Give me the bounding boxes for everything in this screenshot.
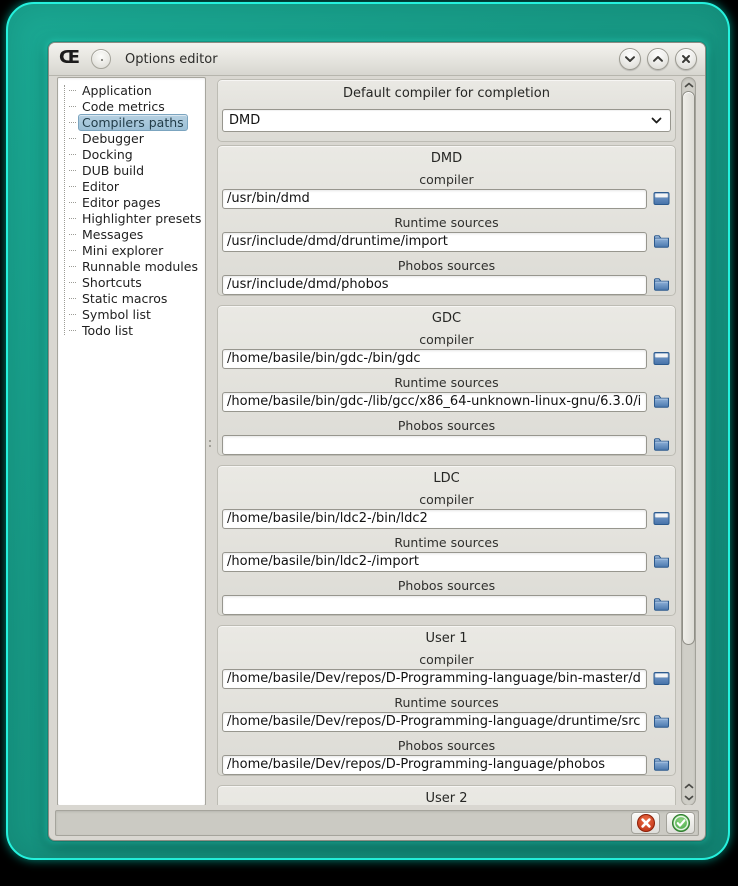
sidebar-category-item[interactable] xyxy=(69,210,205,226)
path-field-row xyxy=(222,667,671,690)
path-input[interactable] xyxy=(222,755,647,775)
path-field xyxy=(218,172,675,210)
unshade-button[interactable] xyxy=(647,48,669,70)
path-field-label: Runtime sources xyxy=(394,535,499,550)
cancel-button[interactable] xyxy=(631,812,660,834)
sidebar-category-item[interactable] xyxy=(69,82,205,98)
default-compiler-group xyxy=(217,79,676,142)
browse-button[interactable] xyxy=(647,669,671,689)
sidebar-category-item[interactable] xyxy=(69,194,205,210)
chevron-up-icon xyxy=(652,55,664,63)
path-field-row xyxy=(222,593,671,616)
sidebar-category-item[interactable] xyxy=(69,274,205,290)
path-field-label: Phobos sources xyxy=(397,258,496,273)
open-folder-icon xyxy=(653,757,670,772)
path-field-label: Phobos sources xyxy=(397,418,496,433)
path-field xyxy=(218,652,675,690)
chevron-down-icon xyxy=(624,55,636,63)
path-field-row xyxy=(222,347,671,370)
open-file-icon xyxy=(653,671,670,686)
green-check-icon xyxy=(671,813,691,833)
open-file-icon xyxy=(653,351,670,366)
open-folder-icon xyxy=(653,597,670,612)
compiler-group-title: User 2 xyxy=(425,791,468,805)
sidebar-item-label: Highlighter presets xyxy=(82,211,202,226)
path-field-row xyxy=(222,710,671,733)
sidebar-category-item[interactable] xyxy=(69,114,205,130)
path-field-label: compiler xyxy=(419,492,474,507)
browse-button[interactable] xyxy=(647,755,671,775)
content-area xyxy=(49,76,705,805)
scrollbar-thumb[interactable] xyxy=(682,91,695,645)
selected-compiler: DMD xyxy=(229,113,261,128)
category-panel xyxy=(57,77,206,805)
chevron-down-icon xyxy=(651,117,662,124)
sidebar-item-label: Compilers paths xyxy=(78,114,188,131)
compiler-group xyxy=(217,625,676,776)
sidebar-category-item[interactable] xyxy=(69,162,205,178)
chevron-up-icon xyxy=(684,783,694,789)
vertical-scrollbar[interactable] xyxy=(679,77,697,805)
sidebar-item-label: Todo list xyxy=(82,323,134,338)
path-field-label: compiler xyxy=(419,652,474,667)
path-input[interactable] xyxy=(222,669,647,689)
compiler-group-body xyxy=(218,492,675,616)
sidebar-category-item[interactable] xyxy=(69,130,205,146)
sidebar-item-label: Shortcuts xyxy=(82,275,142,290)
compiler-groups xyxy=(217,145,676,805)
scroll-up-button[interactable] xyxy=(681,78,696,91)
statusbar xyxy=(49,805,705,840)
sidebar-category-item[interactable] xyxy=(69,178,205,194)
sidebar-item-label: Debugger xyxy=(82,131,144,146)
browse-button[interactable] xyxy=(647,435,671,455)
path-input[interactable] xyxy=(222,392,647,412)
path-input[interactable] xyxy=(222,712,647,732)
red-cross-icon xyxy=(636,813,656,833)
sidebar-category-item[interactable] xyxy=(69,322,205,338)
compiler-group-title: LDC xyxy=(433,471,460,486)
open-file-icon xyxy=(653,191,670,206)
sidebar-category-item[interactable] xyxy=(69,98,205,114)
path-field-row xyxy=(222,390,671,413)
sidebar-category-item[interactable] xyxy=(69,290,205,306)
path-field xyxy=(218,492,675,530)
shade-button[interactable] xyxy=(619,48,641,70)
options-editor-window xyxy=(48,42,706,841)
sidebar-category-item[interactable] xyxy=(69,306,205,322)
path-field-label: Runtime sources xyxy=(394,215,499,230)
path-field-label: Runtime sources xyxy=(394,375,499,390)
path-field xyxy=(218,375,675,413)
browse-button[interactable] xyxy=(647,552,671,572)
panel-splitter[interactable] xyxy=(206,77,214,805)
path-field-row xyxy=(222,273,671,296)
browse-button[interactable] xyxy=(647,275,671,295)
sidebar-category-item[interactable] xyxy=(69,226,205,242)
path-input[interactable] xyxy=(222,552,647,572)
compiler-group xyxy=(217,785,676,805)
compiler-group-body xyxy=(218,332,675,456)
path-input[interactable] xyxy=(222,349,647,369)
browse-button[interactable] xyxy=(647,509,671,529)
open-folder-icon xyxy=(653,394,670,409)
path-input[interactable] xyxy=(222,509,647,529)
path-field-row xyxy=(222,230,671,253)
open-folder-icon xyxy=(653,277,670,292)
path-input[interactable] xyxy=(222,275,647,295)
browse-button[interactable] xyxy=(647,392,671,412)
path-field-label: compiler xyxy=(419,332,474,347)
browse-button[interactable] xyxy=(647,712,671,732)
sidebar-item-label: Docking xyxy=(82,147,133,162)
path-field-label: compiler xyxy=(419,172,474,187)
path-field xyxy=(218,258,675,296)
browse-button[interactable] xyxy=(647,349,671,369)
accept-button[interactable] xyxy=(666,812,695,834)
path-field-row xyxy=(222,507,671,530)
compiler-group-title: DMD xyxy=(430,151,463,166)
sidebar-item-label: Runnable modules xyxy=(82,259,198,274)
sidebar-category-item[interactable] xyxy=(69,146,205,162)
path-field-label: Runtime sources xyxy=(394,695,499,710)
sidebar-item-label: Symbol list xyxy=(82,307,151,322)
compiler-group-body xyxy=(218,652,675,776)
open-folder-icon xyxy=(653,714,670,729)
open-folder-icon xyxy=(653,234,670,249)
path-field xyxy=(218,332,675,370)
open-folder-icon xyxy=(653,554,670,569)
tree-rail xyxy=(64,85,65,335)
compiler-group-title: GDC xyxy=(431,311,462,326)
window-title: Options editor xyxy=(125,51,218,67)
path-field xyxy=(218,738,675,776)
window-menu-button[interactable] xyxy=(91,49,111,69)
open-file-icon xyxy=(653,511,670,526)
sidebar-item-label: Application xyxy=(82,83,152,98)
sidebar-item-label: Messages xyxy=(82,227,144,242)
compilers-paths-page xyxy=(214,77,678,805)
compiler-group-title: User 1 xyxy=(425,631,468,646)
sidebar-category-item[interactable] xyxy=(69,242,205,258)
coedit-logo-icon: Œ xyxy=(59,47,80,68)
path-input[interactable] xyxy=(222,232,647,252)
browse-button[interactable] xyxy=(647,232,671,252)
sidebar-item-label: DUB build xyxy=(82,163,145,178)
sidebar-category-item[interactable] xyxy=(69,258,205,274)
default-compiler-select[interactable] xyxy=(222,109,671,132)
path-field-row xyxy=(222,187,671,210)
desktop-background xyxy=(6,2,730,860)
scroll-down-button[interactable] xyxy=(681,791,696,804)
path-field-row xyxy=(222,433,671,456)
titlebar xyxy=(49,43,705,76)
compiler-group-body xyxy=(218,172,675,296)
path-field-row xyxy=(222,753,671,776)
compiler-group xyxy=(217,305,676,456)
browse-button[interactable] xyxy=(647,189,671,209)
path-field-row xyxy=(222,550,671,573)
chevron-up-icon xyxy=(684,82,694,88)
close-icon xyxy=(681,54,691,64)
path-field xyxy=(218,535,675,573)
sidebar-item-label: Editor pages xyxy=(82,195,161,210)
path-field xyxy=(218,695,675,733)
close-button[interactable] xyxy=(675,48,697,70)
statusbar-panel xyxy=(55,810,699,836)
sidebar-item-label: Static macros xyxy=(82,291,168,306)
open-folder-icon xyxy=(653,437,670,452)
sidebar-item-label: Editor xyxy=(82,179,119,194)
path-field-label: Phobos sources xyxy=(397,578,496,593)
path-input[interactable] xyxy=(222,189,647,209)
browse-button[interactable] xyxy=(647,595,671,615)
path-input[interactable] xyxy=(222,595,647,615)
sidebar-item-label: Mini explorer xyxy=(82,243,164,258)
category-tree xyxy=(58,78,205,338)
group-title: Default compiler for completion xyxy=(343,86,550,101)
path-field xyxy=(218,215,675,253)
compiler-group xyxy=(217,465,676,616)
path-field-label: Phobos sources xyxy=(397,738,496,753)
path-field xyxy=(218,418,675,456)
sidebar-item-label: Code metrics xyxy=(82,99,165,114)
compiler-group xyxy=(217,145,676,296)
path-input[interactable] xyxy=(222,435,647,455)
chevron-down-icon xyxy=(684,795,694,801)
path-field xyxy=(218,578,675,616)
